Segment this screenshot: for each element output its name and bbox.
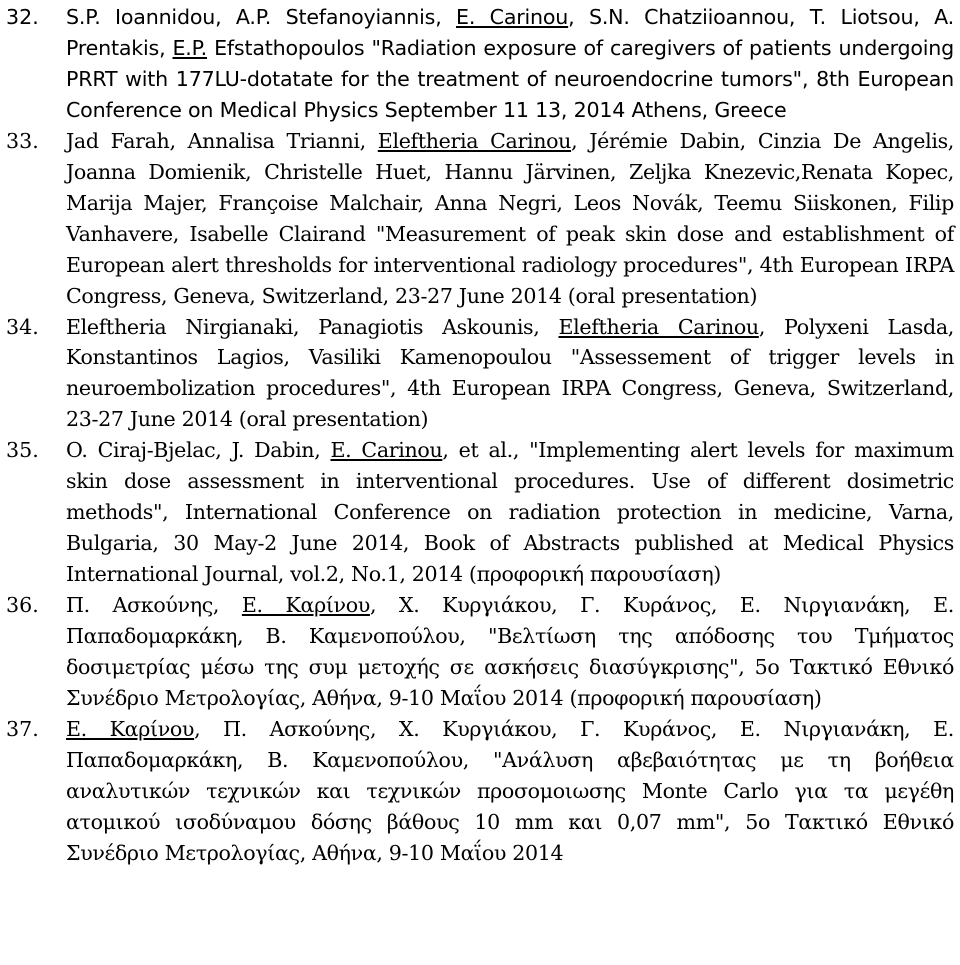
entry-text	[66, 590, 954, 714]
entry-text-segment: Eleftheria Nirgianaki, Panagiotis Askounis,	[66, 314, 559, 339]
entry-number: 36.	[6, 593, 39, 618]
entry-text-segment: , Χ. Κυργιάκου, Γ. Κυράνος, Ε. Νιργιανάκη, Ε. Παπαδομαρκάκη, Β. Καμενοπούλου, "Βελτίωση της απόδοσης του Τμήματος δοσιμετρίας μέσω της συμ μετοχής σε ασκήσεις διασύγκρισης", 5ο Τακτικό Εθνικό Συνέδριο Μετρολογίας, Αθήνα, 9-10 Μαΐου 2014 (προφορική παρουσίαση)	[66, 593, 954, 710]
entry-number: 35.	[6, 438, 39, 463]
entry-text-segment: , Polyxeni Lasda, Konstantinos Lagios, Vasiliki Kamenopoulou "Assessement of trigger levels in neuroembolization procedures", 4th European IRPA Congress, Geneva, Switzerland, 23-27 June 2014 (oral presentation)	[66, 314, 954, 432]
underlined-author-name: E. Carinou	[330, 438, 443, 463]
entry-text-segment: , Jérémie Dabin, Cinzia De Angelis, Joanna Domienik, Christelle Huet, Hannu Järvinen, Zeljka Knezevic,Renata Kopec, Marija Majer, Françoise Malchair, Anna Negri, Leos Novák, Teemu Siiskonen, Filip Vanhavere, Isabelle Clairand "Measurement of peak skin dose and establishment of European alert thresholds for interventional radiology procedures", 4th European IRPA Congress, Geneva, Switzerland, 23-27 June 2014 (oral presentation)	[66, 128, 954, 308]
entry-text	[66, 714, 954, 869]
entry-text	[66, 435, 954, 590]
entry-number: 33.	[6, 128, 39, 153]
underlined-author-name: Ε. Καρίνου	[66, 716, 195, 741]
entry-text-segment: Jad Farah, Annalisa Trianni,	[66, 128, 378, 153]
entry-text-segment: Efstathopoulos "Radiation exposure of caregivers of patients undergoing PRRT with 177LU-dotatate for the treatment of neuroendocrine tumors", 8th European Conference on Medical Physics September 11 13, 2014 Athens, Greece	[66, 35, 954, 122]
publication-entry	[6, 590, 954, 714]
publication-entry	[6, 2, 954, 126]
publication-entry	[6, 435, 954, 590]
publication-entry	[6, 126, 954, 312]
entry-text-segment: , S.N. Chatziioannou, T. Liotsou, A. Prentakis,	[66, 5, 955, 60]
entry-text-segment: , et al., "Implementing alert levels for maximum skin dose assessment in interventional procedures. Use of different dosimetric methods", International Conference on radiation protection in medicine, Varna, Bulgaria, 30 May-2 June 2014, Book of Abstracts published at Medical Physics International Journal, vol.2, No.1, 2014 (προφορική παρουσίαση)	[66, 438, 954, 587]
underlined-author-name: Eleftheria Carinou	[377, 128, 572, 153]
entry-text	[66, 2, 954, 126]
entry-text	[66, 312, 954, 436]
underlined-author-name: Eleftheria Carinou	[558, 314, 759, 339]
entry-text-segment: O. Ciraj-Bjelac, J. Dabin,	[66, 438, 331, 463]
entry-text-segment: S.P. Ioannidou, A.P. Stefanoyiannis,	[66, 5, 457, 29]
entry-number: 34.	[6, 314, 39, 339]
entry-text	[66, 126, 954, 312]
underlined-author-name: E. Carinou	[456, 5, 569, 29]
entry-text-segment: Π. Ασκούνης,	[66, 593, 242, 618]
entry-number: 32.	[6, 5, 39, 29]
publication-entry	[6, 312, 954, 436]
entry-number: 37.	[6, 716, 39, 741]
underlined-author-name: Ε. Καρίνου	[241, 593, 370, 618]
underlined-author-name: E.P.	[172, 35, 207, 60]
entry-text-segment: , Π. Ασκούνης, Χ. Κυργιάκου, Γ. Κυράνος, Ε. Νιργιανάκη, Ε. Παπαδομαρκάκη, Β. Καμενοπούλου, "Ανάλυση αβεβαιότητας με τη βοήθεια αναλυτικών τεχνικών και τεχνικών προσομοιωσης Monte Carlo για τα μεγέθη ατομικού ισοδύναμου δόσης βάθους 10 mm και 0,07 mm", 5ο Τακτικό Εθνικό Συνέδριο Μετρολογίας, Αθήνα, 9-10 Μαΐου 2014	[66, 716, 954, 865]
publication-entry	[6, 714, 954, 869]
